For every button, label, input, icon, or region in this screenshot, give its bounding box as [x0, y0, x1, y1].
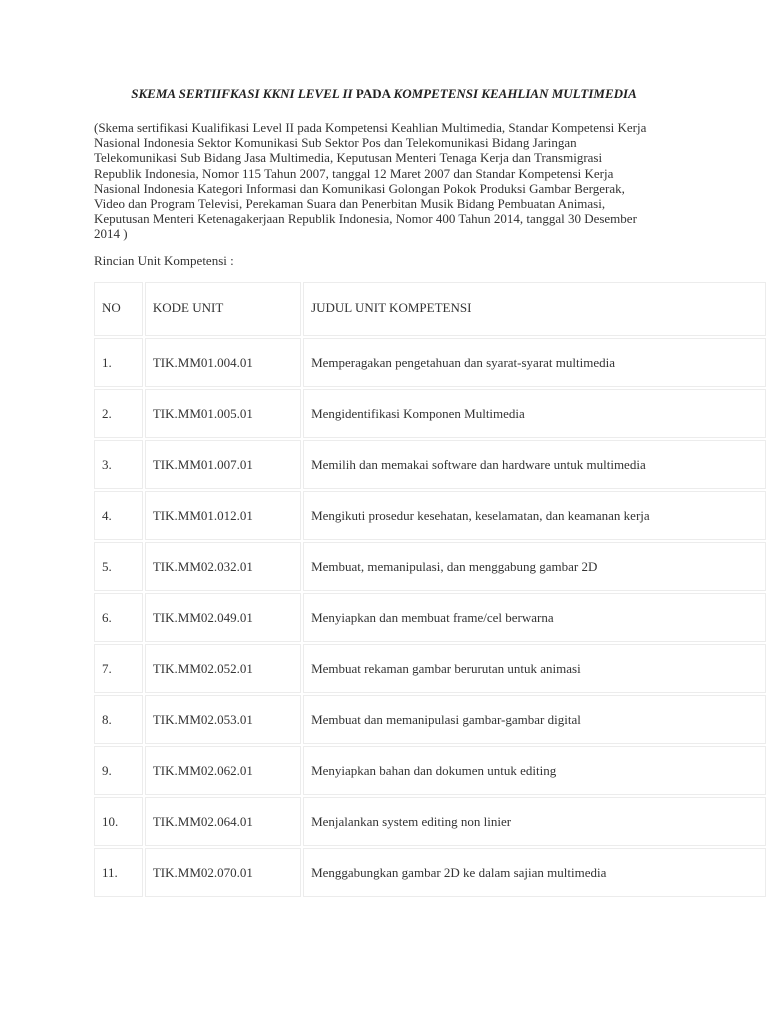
- intro-line: Nasional Indonesia Sektor Komunikasi Sub Sektor Pos dan Telekomunikasi Bidang Jaringan: [94, 135, 577, 151]
- intro-line: Republik Indonesia, Nomor 115 Tahun 2007, tanggal 12 Maret 2007 dan Standar Kompetensi Kerja: [94, 165, 614, 181]
- cell-no: 10.: [94, 797, 143, 846]
- document-title: [0, 86, 768, 102]
- cell-judul-unit: Mengidentifikasi Komponen Multimedia: [303, 389, 766, 438]
- intro-line: Keputusan Menteri Ketenagakerjaan Republik Indonesia, Nomor 400 Tahun 2014, tanggal 30 Desember: [94, 211, 637, 227]
- cell-judul-unit: Menyiapkan bahan dan dokumen untuk editing: [303, 746, 766, 795]
- cell-kode-unit: TIK.MM02.070.01: [145, 848, 301, 897]
- table-row: [94, 848, 766, 897]
- title-regular-part: PADA: [355, 86, 391, 101]
- cell-kode-unit: TIK.MM01.004.01: [145, 338, 301, 387]
- title-italic-part-2: KOMPETENSI KEAHLIAN MULTIMEDIA: [393, 86, 637, 101]
- cell-judul-unit: Menyiapkan dan membuat frame/cel berwarna: [303, 593, 766, 642]
- table-row: [94, 593, 766, 642]
- table-row: [94, 338, 766, 387]
- table-row: [94, 491, 766, 540]
- table-header-row: [94, 282, 766, 336]
- cell-judul-unit: Memilih dan memakai software dan hardware untuk multimedia: [303, 440, 766, 489]
- cell-kode-unit: TIK.MM02.064.01: [145, 797, 301, 846]
- table-row: [94, 746, 766, 795]
- table-row: [94, 644, 766, 693]
- cell-judul-unit: Mengikuti prosedur kesehatan, keselamatan, dan keamanan kerja: [303, 491, 766, 540]
- cell-no: 1.: [94, 338, 143, 387]
- cell-kode-unit: TIK.MM02.052.01: [145, 644, 301, 693]
- rincian-label: Rincian Unit Kompetensi :: [94, 253, 234, 268]
- header-kode-unit: KODE UNIT: [145, 282, 301, 336]
- cell-kode-unit: TIK.MM01.007.01: [145, 440, 301, 489]
- intro-line: (Skema sertifikasi Kualifikasi Level II pada Kompetensi Keahlian Multimedia, Standar Kompetensi Kerja: [94, 120, 647, 135]
- intro-line: Video dan Program Televisi, Perekaman Suara dan Penerbitan Musik Bidang Pembuatan Animasi,: [94, 196, 606, 212]
- title-italic-part: SKEMA SERTIIFKASI KKNI LEVEL II: [131, 86, 353, 101]
- cell-kode-unit: TIK.MM01.005.01: [145, 389, 301, 438]
- intro-line: Nasional Indonesia Kategori Informasi dan Komunikasi Golongan Pokok Produksi Gambar Bergerak,: [94, 180, 625, 196]
- cell-judul-unit: Menjalankan system editing non linier: [303, 797, 766, 846]
- cell-no: 6.: [94, 593, 143, 642]
- cell-judul-unit: Membuat, memanipulasi, dan menggabung gambar 2D: [303, 542, 766, 591]
- cell-judul-unit: Membuat dan memanipulasi gambar-gambar digital: [303, 695, 766, 744]
- cell-judul-unit: Membuat rekaman gambar berurutan untuk animasi: [303, 644, 766, 693]
- header-judul-unit: JUDUL UNIT KOMPETENSI: [303, 282, 766, 336]
- table-row: [94, 695, 766, 744]
- cell-judul-unit: Menggabungkan gambar 2D ke dalam sajian multimedia: [303, 848, 766, 897]
- intro-line: 2014 ): [94, 226, 128, 242]
- cell-no: 4.: [94, 491, 143, 540]
- cell-no: 9.: [94, 746, 143, 795]
- cell-no: 5.: [94, 542, 143, 591]
- cell-kode-unit: TIK.MM01.012.01: [145, 491, 301, 540]
- cell-judul-unit: Memperagakan pengetahuan dan syarat-syarat multimedia: [303, 338, 766, 387]
- cell-kode-unit: TIK.MM02.032.01: [145, 542, 301, 591]
- cell-kode-unit: TIK.MM02.062.01: [145, 746, 301, 795]
- cell-no: 7.: [94, 644, 143, 693]
- cell-no: 2.: [94, 389, 143, 438]
- cell-no: 11.: [94, 848, 143, 897]
- table-row: [94, 542, 766, 591]
- intro-line: Telekomunikasi Sub Bidang Jasa Multimedia, Keputusan Menteri Tenaga Kerja dan Transmigrasi: [94, 150, 603, 166]
- cell-no: 3.: [94, 440, 143, 489]
- header-no: NO: [94, 282, 143, 336]
- cell-no: 8.: [94, 695, 143, 744]
- intro-paragraph: [94, 120, 694, 242]
- cell-kode-unit: TIK.MM02.049.01: [145, 593, 301, 642]
- table-row: [94, 440, 766, 489]
- table-row: [94, 797, 766, 846]
- unit-kompetensi-table: [92, 280, 768, 899]
- table-row: [94, 389, 766, 438]
- cell-kode-unit: TIK.MM02.053.01: [145, 695, 301, 744]
